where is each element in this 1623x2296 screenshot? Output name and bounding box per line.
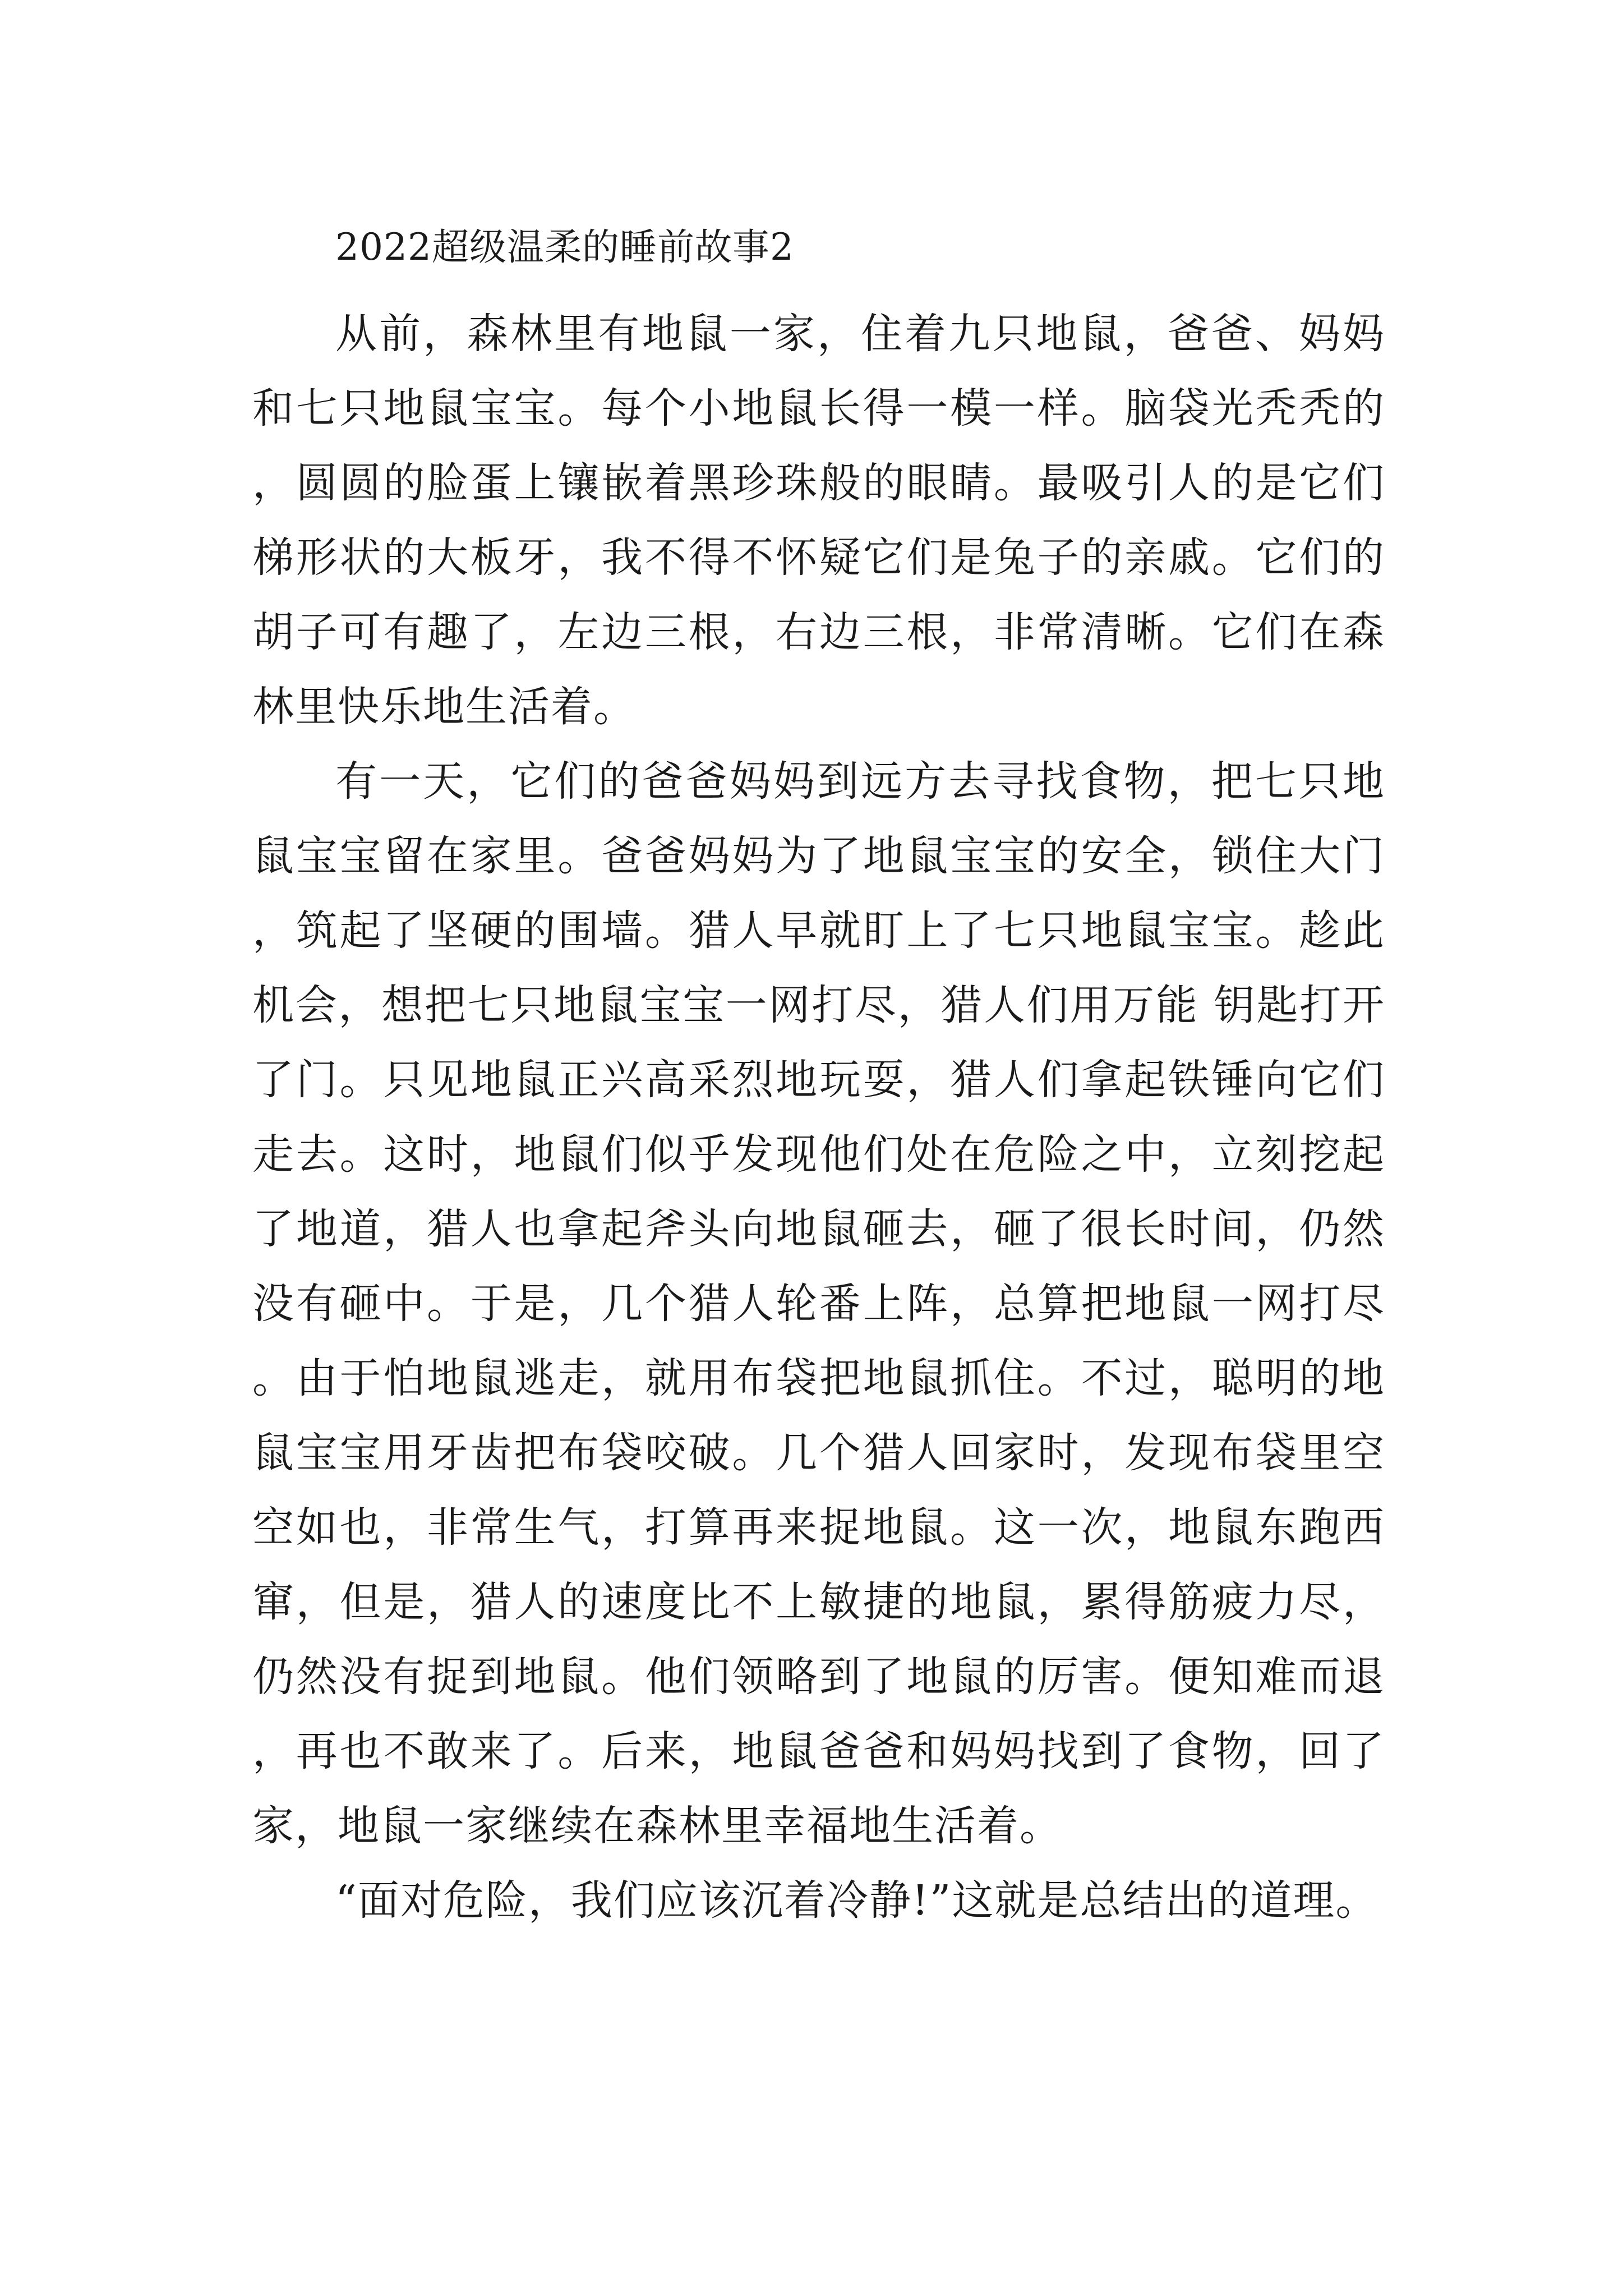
story-paragraph-2: 有一天，它们的爸爸妈妈到远方去寻找食物，把七只地鼠宝宝留在家里。爸爸妈妈为了地鼠宝宝的安全，锁住大门，筑起了坚硬的围墙。猎人早就盯上了七只地鼠宝宝。趁此机会，想把七只地鼠宝宝一网打尽，猎人们用万能 钥匙打开了门。只见地鼠正兴高采烈地玩耍，猎人们拿起铁锤向它们走去。这时，地鼠们似乎发现他们处在危险之中，立刻挖起了地道，猎人也拿起斧头向地鼠砸去，砸了很长时间，仍然没有砸中。于是，几个猎人轮番上阵，总算把地鼠一网打尽。由于怕地鼠逃走，就用布袋把地鼠抓住。不过，聪明的地鼠宝宝用牙齿把布袋咬破。几个猎人回家时，发现布袋里空空如也，非常生气，打算再来捉地鼠。这一次，地鼠东跑西窜，但是，猎人的速度比不上敏捷的地鼠，累得筋疲力尽，仍然没有捉到地鼠。他们领略到了地鼠的厉害。便知难而退，再也不敢来了。后来，地鼠爸爸和妈妈找到了食物，回了家，地鼠一家继续在森林里幸福地生活着。 [252,757,1385,1850]
document-title: 2022超级温柔的睡前故事2 [335,226,794,269]
story-paragraph-1: 从前，森林里有地鼠一家，住着九只地鼠，爸爸、妈妈和七只地鼠宝宝。每个小地鼠长得一模一样。脑袋光秃秃的，圆圆的脸蛋上镶嵌着黑珍珠般的眼睛。最吸引人的是它们梯形状的大板牙，我不得不怀疑它们是兔子的亲戚。它们的胡子可有趣了，左边三根，右边三根，非常清晰。它们在森林里快乐地生活着。 [252,310,1385,731]
document-body [252,222,1385,1938]
story-paragraph-3: “面对危险，我们应该沉着冷静!”这就是总结出的道理。 [335,1876,1378,1925]
